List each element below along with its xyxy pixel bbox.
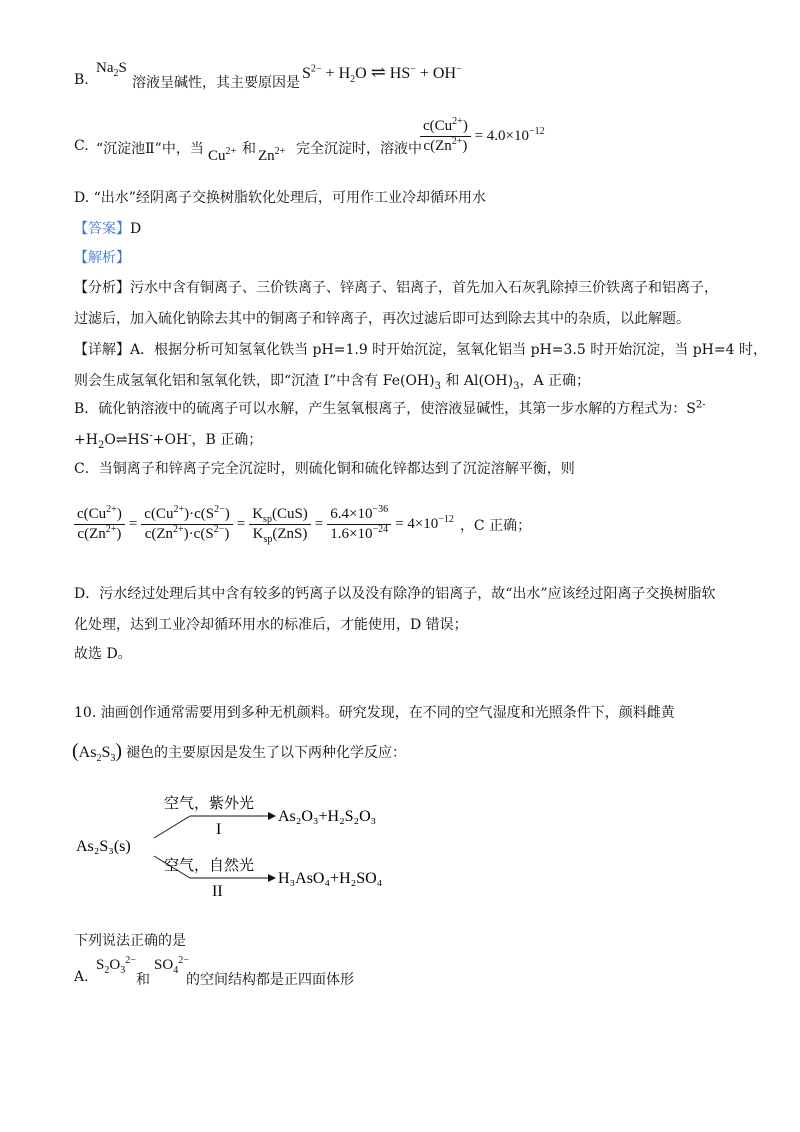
xiangjie-b-line2: $+H_2O\rightleftharpoons HS^-+OH^-$，B 正确； [74,430,263,451]
reaction-scheme [70,780,450,900]
option-c-and: 和 [242,141,256,157]
xiangjie-a-line1: 【详解】A．根据分析可知氢氧化铁当 pH=1.9 时开始沉淀，氢氧化铝当 pH=3.5 时开始沉淀，当 pH=4 时， [74,342,767,358]
xiangjie-label: 【详解】 [74,342,130,358]
product-lower: H₃AsO₄+H₂SO₄ [278,870,383,887]
zn-ion: $Zn^{2+}$ [258,146,286,164]
frac-ion-product: $\frac{c(Cu^{2+})\cdot c(S^{2-})}{c(Zn^{2+})\cdot c(S^{2-})}$ [141,506,232,543]
ksp-equation: $\frac{c(Cu^{2+})}{c(Zn^{2+})}$ = $\frac{c(Cu^{2+})\cdot c(S^{2-})}{c(Zn^{2+})\cdot c(S^{2-})}$ = $\frac{K_{sp}(CuS)}{K_{sp}(ZnS)}$ = $\frac{6.4\times 10^{-36}}{1.6\times 10^{-24}}$ = $4\times 10^{-12}$ ，C 正确； [74,506,531,543]
branch-upper [154,816,190,838]
fenxi-line1: 【分析】污水中含有铜离子、三价铁离子、锌离子、铝离子，首先加入石灰乳除掉三价铁离子和铝离子， [74,280,718,296]
analysis-label: 【解析】 [74,250,130,266]
q10-option-a-text: 的空间结构都是正四面体形 [186,972,354,988]
option-c-text2: 完全沉淀时，溶液中 [296,141,422,157]
xiangjie-d-line1: D．污水经过处理后其中含有较多的钙离子以及没有除净的铝离子，故“出水”应该经过阳离子交换树脂软 [74,586,716,602]
xiangjie-b-line1: B．硫化钠溶液中的硫离子可以水解，产生氢氧根离子，使溶液显碱性，其第一步水解的方程式为：$S^{2-}$ [74,399,706,417]
q10-option-a-letter: A. [74,969,89,985]
frac-ksp: $\frac{K_{sp}(CuS)}{K_{sp}(ZnS)}$ [249,506,311,543]
option-b-letter: B. [74,72,89,88]
xiangjie-a-line2: 则会生成氢氧化铝和氢氧化铁，即“沉渣 I”中含有 $Fe(OH)_3$ 和 $Al(OH)_3$，A 正确； [74,373,591,392]
answer-line [74,218,141,238]
xiangjie-c-line1: C．当铜离子和锌离子完全沉淀时，则硫化铜和硫化锌都达到了沉淀溶解平衡，则 [74,461,575,477]
na2s-formula: $Na_2S$ [96,60,127,79]
orpiment-formula: $(As_2S_3)$ [72,740,123,765]
final-answer: 故选 D。 [74,646,132,662]
fenxi-line2: 过滤后，加入硫化钠除去其中的铜离子和锌离子，再次过滤后即可达到除去其中的杂质，以此解题。 [74,311,690,327]
q10-question: 下列说法正确的是 [74,933,186,949]
xiangjie-d-line2: 化处理，达到工业冷却循环用水的标准后，才能使用，D 错误； [74,617,468,633]
fenxi-label: 【分析】 [74,280,130,296]
hydrolysis-equation: $S^{2-} + H_2O$ ⇌ HS− + OH− [302,62,462,86]
roman-lower: II [212,883,223,900]
answer-value: D [130,221,142,237]
sulfate-formula: $SO_4^{2-}$ [154,955,189,976]
option-b-text: 溶液呈碱性，其主要原因是 [132,75,300,91]
arrowhead-lower [268,874,276,882]
q10-line1: 10. 油画创作通常需要用到多种无机颜料。研究发现，在不同的空气湿度和光照条件下，颜料雌黄 [74,705,675,721]
cu-ion: $Cu^{2+}$ [208,146,237,164]
condition-lower: 空气，自然光 [164,856,255,874]
reactant-label: As₂S₃(s) [76,838,131,855]
option-c-letter: C. [74,138,89,154]
arrowhead-upper [268,812,276,820]
option-c-text1: “沉淀池Ⅱ”中，当 [96,141,204,157]
condition-upper: 空气，紫外光 [164,794,255,812]
answer-label: 【答案】 [74,221,130,237]
product-upper: As₂O₃+H₂S₂O₃ [278,808,377,825]
option-d: D. “出水”经阴离子交换树脂软化处理后，可用作工业冷却循环用水 [74,190,486,206]
frac-ion-ratio: $\frac{c(Cu^{2+})}{c(Zn^{2+})}$ [74,506,125,543]
thiosulfite-formula: $S_2O_3^{2-}$ [96,955,136,976]
ratio-fraction: $\frac{c(Cu^{2+})}{c(Zn^{2+})}$ = $4.0\times 10^{-12}$ [420,118,545,155]
roman-upper: I [216,821,222,838]
frac-values: $\frac{6.4\times 10^{-36}}{1.6\times 10^{-24}}$ [327,506,391,543]
q10-line2: $(As_2S_3)$ 褪色的主要原因是发生了以下两种化学反应： [72,740,407,765]
q10-option-a-and: 和 [136,972,150,988]
